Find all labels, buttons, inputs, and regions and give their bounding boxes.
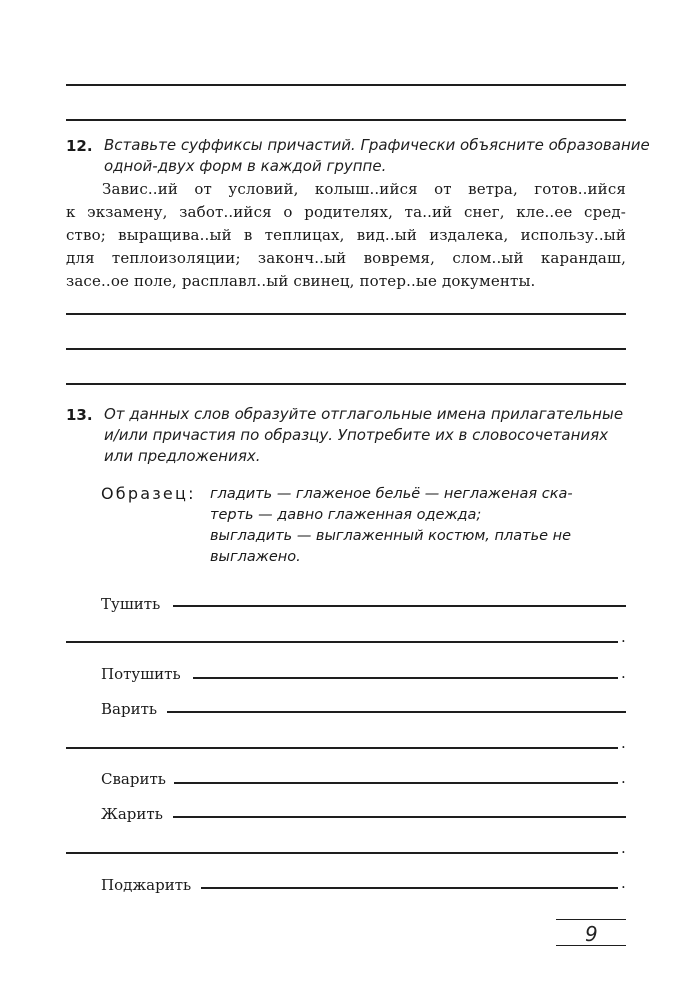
- instruction-line: От данных слов образуйте отглагольные имена прилагательные: [104, 405, 624, 423]
- text-line: ство; выращива..ый в теплицах, вид..ый издалека, использу..ый: [66, 226, 626, 244]
- exercise-text: [66, 178, 626, 293]
- text-line: Завис..ий от условий, колыш..ийся от ветра, готов..ийся: [102, 180, 626, 198]
- answer-line: [66, 119, 626, 121]
- page-number-top-line: [556, 919, 626, 920]
- text-line: для теплоизоляции; законч..ый вовремя, слом..ый карандаш,: [66, 249, 626, 267]
- answer-line: [66, 313, 626, 315]
- answer-line[interactable]: [173, 816, 626, 818]
- sample-text: [210, 484, 573, 568]
- period: .: [621, 874, 626, 892]
- answer-line[interactable]: [66, 641, 618, 643]
- exercise-number: 13.: [66, 406, 93, 424]
- period: .: [621, 734, 626, 752]
- exercise-instruction: [104, 404, 623, 467]
- instruction-line: одной-двух форм в каждой группе.: [104, 157, 387, 175]
- page-number: 9: [585, 922, 598, 946]
- answer-line: [66, 84, 626, 86]
- word-svarit: Сварить: [101, 770, 166, 788]
- sample-label: Образец:: [101, 484, 196, 503]
- period: .: [621, 664, 626, 682]
- instruction-line: или предложениях.: [104, 447, 261, 465]
- answer-line[interactable]: [167, 711, 626, 713]
- exercise-number: 12.: [66, 137, 93, 155]
- answer-line[interactable]: [66, 852, 618, 854]
- answer-line: [66, 348, 626, 350]
- instruction-line: Вставьте суффиксы причастий. Графически объясните образование: [104, 136, 650, 154]
- period: .: [621, 839, 626, 857]
- word-varit: Варить: [101, 700, 158, 718]
- text-line: к экзамену, забот..ийся о родителях, та..ий снег, кле..ее сред-: [66, 203, 626, 221]
- answer-line[interactable]: [174, 782, 618, 784]
- period: .: [621, 628, 626, 646]
- answer-line: [66, 383, 626, 385]
- period: .: [621, 769, 626, 787]
- text-line: засе..ое поле, расплавл..ый свинец, потер..ые документы.: [66, 272, 536, 290]
- instruction-line: и/или причастия по образцу. Употребите их в словосочетаниях: [104, 426, 609, 444]
- answer-line[interactable]: [193, 677, 618, 679]
- sample-line: выгладить — выглаженный костюм, платье не: [210, 528, 572, 544]
- page-number-bottom-line: [556, 945, 626, 946]
- answer-line[interactable]: [201, 887, 618, 889]
- word-podzharit: Поджарить: [101, 876, 192, 894]
- word-tushit: Тушить: [101, 595, 161, 613]
- word-zharit: Жарить: [101, 805, 163, 823]
- sample-line: терть — давно глаженная одежда;: [210, 507, 482, 523]
- answer-line[interactable]: [173, 605, 626, 607]
- exercise-instruction: [104, 135, 650, 177]
- answer-line[interactable]: [66, 747, 618, 749]
- sample-line: выглажено.: [210, 549, 301, 565]
- word-potushit: Потушить: [101, 665, 181, 683]
- sample-line: гладить — глаженое бельё — неглаженая ска-: [210, 486, 573, 502]
